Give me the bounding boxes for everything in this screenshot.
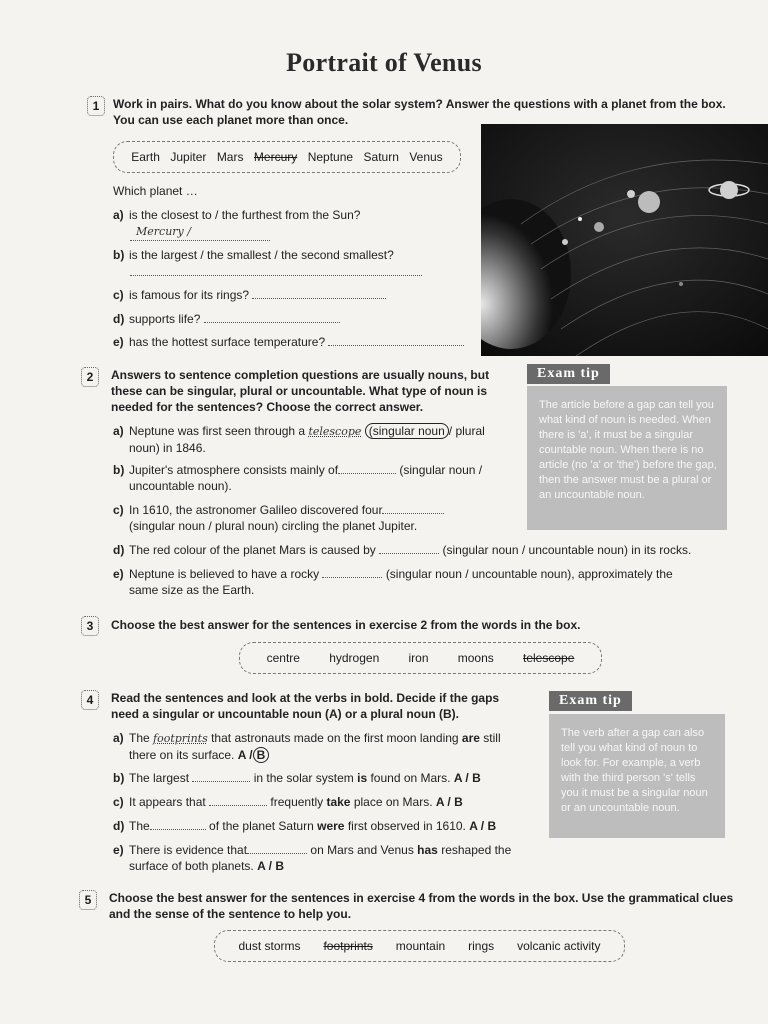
exam-tip-heading: Exam tip [527,364,610,384]
answer-line[interactable] [150,818,206,830]
question-item: e) Neptune is believed to have a rocky (singular noun / uncountable noun), approximately the same size as the Earth. [113,567,673,597]
word: dust storms [238,939,301,953]
handwritten-answer: footprints [153,732,208,745]
answer-line[interactable] [192,770,250,782]
answer-line[interactable] [322,566,382,578]
word-box [239,642,602,674]
question-prompt: Which planet … [113,184,198,198]
answer-line[interactable] [204,311,340,323]
question-item: d) The red colour of the planet Mars is caused by (singular noun / uncountable noun) in its rocks. [113,543,692,557]
circled-choice: (singular noun [365,423,449,439]
exercise-number: 5 [79,890,97,910]
question-item: b) Jupiter's atmosphere consists mainly of (singular noun / uncountable noun). [113,463,483,493]
word: Jupiter [170,150,207,164]
exercise-number: 2 [81,367,99,387]
circled-choice: B [253,747,270,763]
answer-line[interactable] [379,542,439,554]
answer-line[interactable] [252,287,386,299]
word: centre [266,651,300,665]
question-item: e) has the hottest surface temperature? [113,334,483,350]
solar-system-illustration [481,124,768,356]
exercise-instruction: Read the sentences and look at the verbs in bold. Decide if the gaps need a singular or uncountable noun (A) or a plural noun (B). [111,691,500,721]
exercise-instruction: Choose the best answer for the sentences in exercise 4 from the words in the box. Use the grammatical clues and the sense of the sentence to help you. [109,891,734,921]
word-crossed-out: telescope [523,651,575,665]
word: Earth [131,150,160,164]
word: Neptune [307,150,354,164]
exam-tip-heading: Exam tip [549,691,632,711]
question-item: a) Neptune was first seen through a telescope (singular noun / plural noun) in 1846. [113,424,485,455]
question-item: e) There is evidence that on Mars and Venus has reshaped the surface of both planets. A / B [113,843,512,873]
exam-tip-box: The article before a gap can tell you what kind of noun is needed. When there is 'a', it must be a singular countable noun. When there is no article (no 'a' or 'the') before the gap, then the answer must be a plural or an uncountable noun. [527,386,727,530]
word: rings [468,939,495,953]
word: iron [408,651,429,665]
exercise-instruction: Work in pairs. What do you know about the solar system? Answer the questions with a planet from the box. You can use each planet more than once. [113,97,726,127]
exercise-instruction: Answers to sentence completion questions are usually nouns, but these can be singular, plural or uncountable. What type of noun is needed for the sentences? Choose the correct answer. [111,368,490,414]
question-item: c) It appears that frequently take place on Mars. A / B [113,795,463,809]
word: volcanic activity [517,939,601,953]
word: Venus [409,150,443,164]
word: Saturn [363,150,399,164]
answer-line[interactable] [247,842,307,854]
exercise-number: 1 [87,96,105,116]
question-item: b) The largest in the solar system is found on Mars. A / B [113,771,481,785]
exercise-instruction: Choose the best answer for the sentences in exercise 2 from the words in the box. [111,618,581,632]
answer-line[interactable] [130,264,422,276]
question-item: c) is famous for its rings? [113,287,483,303]
handwritten-answer: telescope [308,425,362,438]
exercise-number: 4 [81,690,99,710]
answer-line[interactable] [382,502,444,514]
word: moons [457,651,494,665]
word-crossed-out: footprints [323,939,373,953]
word-crossed-out: Mercury [253,150,298,164]
question-item: b) is the largest / the smallest / the second smallest? [113,248,394,262]
question-item: d) The of the planet Saturn were first observed in 1610. A / B [113,819,497,833]
question-item: c) In 1610, the astronomer Galileo discovered four (singular noun / plural noun) circling the planet Jupiter. [113,502,513,534]
answer-line[interactable] [209,794,267,806]
page-title: Portrait of Venus [286,48,482,77]
handwritten-answer: Mercury / [136,225,191,238]
answer-line[interactable] [130,222,270,241]
word: hydrogen [329,651,380,665]
question-item: a) is the closest to / the furthest from the Sun? [113,208,361,222]
word: mountain [395,939,446,953]
answer-line[interactable] [338,462,396,474]
word: Mars [216,150,244,164]
solar-system-photo [481,124,768,356]
exam-tip-box: The verb after a gap can also tell you what kind of noun to look for. For example, a verb with the third person 's' tells you it must be a singular noun or an uncountable noun. [549,714,725,838]
planet-word-box [113,141,461,173]
exercise-number: 3 [81,616,99,636]
answer-line[interactable] [328,334,464,346]
word-box [214,930,625,962]
question-item: a) The footprints that astronauts made on the first moon landing are still there on its surface. A / B [113,731,501,762]
question-item: d) supports life? [113,311,483,327]
